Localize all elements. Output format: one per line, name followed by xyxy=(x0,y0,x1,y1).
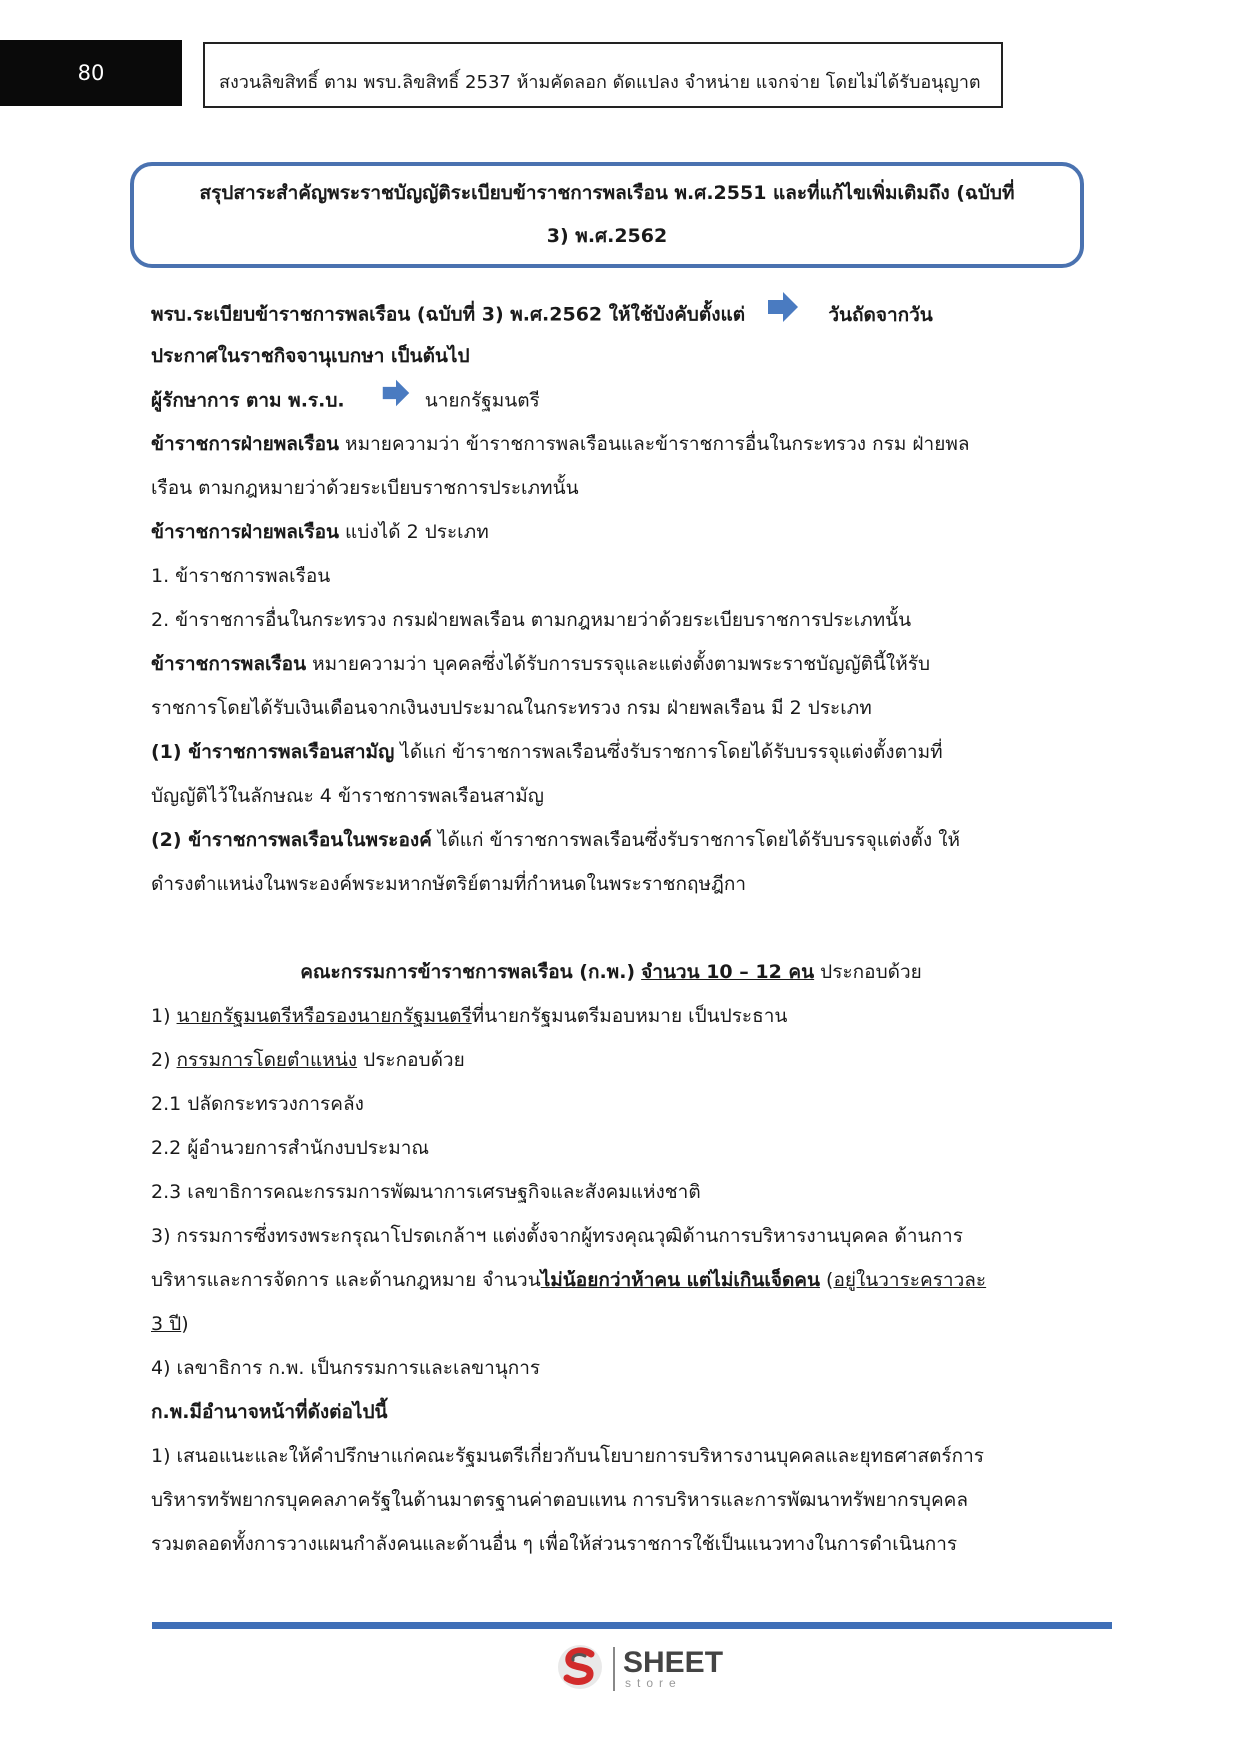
title-line-1: สรุปสาระสำคัญพระราชบัญญัติระเบียบข้าราชการพลเรือน พ.ศ.2551 และที่แก้ไขเพิ่มเติมถึง (ฉบับที่ xyxy=(199,182,1015,204)
member-2 xyxy=(151,1038,1071,1082)
servant-text: หมายความว่า บุคคลซึ่งได้รับการบรรจุและแต่งตั้งตามพระราชบัญญัตินี้ให้รับ xyxy=(306,653,930,675)
ordinary-line xyxy=(151,730,1071,774)
ordinary-text: ได้แก่ ข้าราชการพลเรือนซึ่งรับราชการโดยได้รับบรรจุแต่งตั้งตามที่ xyxy=(394,741,943,763)
member-3-count: ไม่น้อยกว่าห้าคน แต่ไม่เกินเจ็ดคน xyxy=(540,1269,820,1291)
ordinary-term: (1) ข้าราชการพลเรือนสามัญ xyxy=(151,741,395,763)
custodian-line xyxy=(151,378,1071,422)
royal-line-2: ดำรงตำแหน่งในพระองค์พระมหากษัตริย์ตามที่กำหนดในพระราชกฤษฎีกา xyxy=(151,873,747,895)
member-3-line-3 xyxy=(151,1302,1071,1346)
member-3-term: อยู่ในวาระคราวละ xyxy=(833,1269,987,1291)
committee-heading-bold: คณะกรรมการข้าราชการพลเรือน (ก.พ.) xyxy=(300,961,636,983)
logo-word: SHEET xyxy=(623,1646,724,1679)
member-2-1: 2.1 ปลัดกระทรวงการคลัง xyxy=(151,1093,364,1115)
type-1: 1. ข้าราชการพลเรือน xyxy=(151,565,331,587)
civil-definition-line xyxy=(151,422,1071,466)
member-3-term-years: 3 ปี xyxy=(151,1313,182,1335)
effective-value: วันถัดจากวัน xyxy=(828,303,933,326)
document-body xyxy=(151,290,1071,1566)
member-2-3: 2.3 เลขาธิการคณะกรรมการพัฒนาการเศรษฐกิจและสังคมแห่งชาติ xyxy=(151,1181,701,1203)
committee-heading-rest: ประกอบด้วย xyxy=(814,961,922,983)
royal-text: ได้แก่ ข้าราชการพลเรือนซึ่งรับราชการโดยได้รับบรรจุแต่งตั้ง ให้ xyxy=(431,829,961,851)
logo-divider xyxy=(613,1647,615,1691)
duties-heading: ก.พ.มีอำนาจหน้าที่ดังต่อไปนี้ xyxy=(151,1401,388,1423)
copyright-notice: สงวนลิขสิทธิ์ ตาม พรบ.ลิขสิทธิ์ 2537 ห้ามคัดลอก ดัดแปลง จำหน่าย แจกจ่าย โดยไม่ได้รับอนุญาต xyxy=(203,42,1003,108)
sheet-logo-icon xyxy=(555,1642,605,1696)
custodian-label: ผู้รักษาการ ตาม พ.ร.บ. xyxy=(151,389,345,412)
royal-line xyxy=(151,818,1071,862)
page-number: 80 xyxy=(0,40,182,106)
servant-definition-line-2: ราชการโดยได้รับเงินเดือนจากเงินงบประมาณในกระทรวง กรม ฝ่ายพลเรือน มี 2 ประเภท xyxy=(151,697,872,719)
member-1-prefix: 1) xyxy=(151,1005,177,1027)
civil-def-text: หมายความว่า ข้าราชการพลเรือนและข้าราชการอื่นในกระทรวง กรม ฝ่ายพล xyxy=(339,433,970,455)
type-2: 2. ข้าราชการอื่นในกระทรวง กรมฝ่ายพลเรือน ตามกฎหมายว่าด้วยระเบียบราชการประเภทนั้น xyxy=(151,609,912,631)
types-text: แบ่งได้ 2 ประเภท xyxy=(339,521,489,543)
sheet-store-logo xyxy=(555,1642,723,1696)
summary-title-box xyxy=(130,162,1084,268)
committee-count: จำนวน 10 – 12 คน xyxy=(641,961,815,983)
right-arrow-icon xyxy=(381,378,411,424)
civil-def-term: ข้าราชการฝ่ายพลเรือน xyxy=(151,433,340,455)
member-1-underline: นายกรัฐมนตรีหรือรองนายกรัฐมนตรี xyxy=(176,1005,472,1027)
member-3-line-2 xyxy=(151,1258,1071,1302)
member-2-rest: ประกอบด้วย xyxy=(357,1049,465,1071)
member-2-prefix: 2) xyxy=(151,1049,177,1071)
effective-label: พรบ.ระเบียบข้าราชการพลเรือน (ฉบับที่ 3) พ.ศ.2562 ให้ใช้บังคับตั้งแต่ xyxy=(151,303,746,326)
civil-definition-line-2: เรือน ตามกฎหมายว่าด้วยระเบียบราชการประเภทนั้น xyxy=(151,477,579,499)
member-3-close: ) xyxy=(181,1313,189,1335)
member-2-underline: กรรมการโดยตำแหน่ง xyxy=(176,1049,358,1071)
member-4: 4) เลขาธิการ ก.พ. เป็นกรรมการและเลขานุการ xyxy=(151,1357,541,1379)
effective-date-line xyxy=(151,290,1071,334)
servant-term: ข้าราชการพลเรือน xyxy=(151,653,307,675)
member-3-line-1: 3) กรรมการซึ่งทรงพระกรุณาโปรดเกล้าฯ แต่งตั้งจากผู้ทรงคุณวุฒิด้านการบริหารงานบุคคล ด้านการ xyxy=(151,1225,963,1247)
member-1-rest: ที่นายกรัฐมนตรีมอบหมาย เป็นประธาน xyxy=(471,1005,788,1027)
duty-1-line-2: บริหารทรัพยากรบุคคลภาครัฐในด้านมาตรฐานค่าตอบแทน การบริหารและการพัฒนาทรัพยากรบุคคล xyxy=(151,1489,969,1511)
types-term: ข้าราชการฝ่ายพลเรือน xyxy=(151,521,340,543)
royal-term: (2) ข้าราชการพลเรือนในพระองค์ xyxy=(151,829,432,851)
title-line-2: 3) พ.ศ.2562 xyxy=(546,225,668,247)
duty-1-line-1: 1) เสนอแนะและให้คำปรึกษาแก่คณะรัฐมนตรีเกี่ยวกับนโยบายการบริหารงานบุคคลและยุทธศาสตร์การ xyxy=(151,1445,984,1467)
duty-1-line-3: รวมตลอดทั้งการวางแผนกำลังคนและด้านอื่น ๆ เพื่อให้ส่วนราชการใช้เป็นแนวทางในการดำเนินการ xyxy=(151,1533,958,1555)
member-2-2: 2.2 ผู้อำนวยการสำนักงบประมาณ xyxy=(151,1137,430,1159)
footer-bar xyxy=(152,1622,1112,1629)
ordinary-line-2: บัญญัติไว้ในลักษณะ 4 ข้าราชการพลเรือนสามัญ xyxy=(151,785,544,807)
member-1 xyxy=(151,994,1071,1038)
right-arrow-icon xyxy=(766,290,800,340)
effective-date-line-2: ประกาศในราชกิจจานุเบกษา เป็นต้นไป xyxy=(151,345,470,367)
types-line xyxy=(151,510,1071,554)
custodian-value: นายกรัฐมนตรี xyxy=(424,389,540,412)
member-3-open: ( xyxy=(820,1269,834,1291)
servant-definition-line xyxy=(151,642,1071,686)
member-3-text: บริหารและการจัดการ และด้านกฎหมาย จำนวน xyxy=(151,1269,541,1291)
logo-sub: store xyxy=(625,1676,682,1690)
committee-heading xyxy=(151,950,1071,994)
